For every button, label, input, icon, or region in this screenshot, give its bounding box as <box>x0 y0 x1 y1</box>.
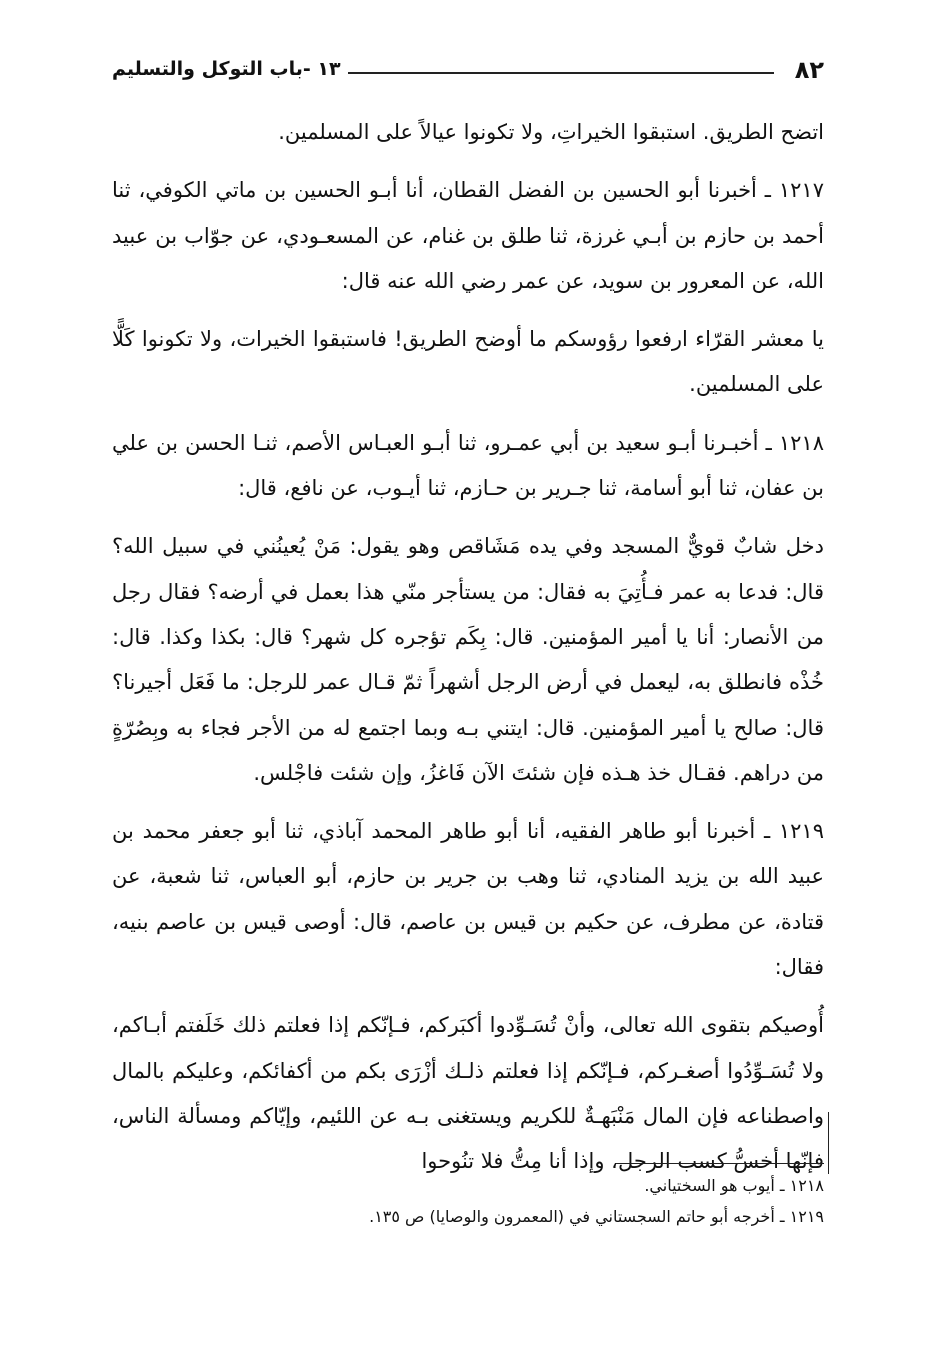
footnotes <box>112 1170 824 1232</box>
paragraph-hadith-1218-chain: ١٢١٨ ـ أخبـرنا أبـو سعيد بن أبي عمـرو، ثنا أبـو العبـاس الأصم، ثنـا الحسن بن علي بن عفان، ثنا أبو أسامة، ثنا جـرير بن حـازم، ثنا أيـوب، عن نافع، قال: <box>112 430 824 501</box>
paragraph-hadith-1219-chain: ١٢١٩ ـ أخبرنا أبو طاهر الفقيه، أنا أبو طاهر المحمد آباذي، ثنا أبو جعفر محمد بن عبيد الله بن يزيد المنادي، ثنا وهب بن جرير بن حازم، أبو العباس، ثنا شعبة، عن قتادة، عن مطرف، عن حكيم بن قيس بن عاصم، قال: أوصى قيس بن عاصم بنيه، فقال: <box>112 819 824 980</box>
paragraph-hadith-1219-text: أُوصيكم بتقوى الله تعالى، وأنْ تُسَـوِّدوا أكبَركم، فـإنّكم إذا فعلتم ذلك خَلَفتم أبـاكم، ولا تُسَـوِّدُوا أصغـركم، فـإنّكم إذا فعلتم ذلـك أزْرَى بكم من أكفائكم، وعليكم بالمال واصطناعه فإن المال مَنْبَهـةٌ للكريم ويستغنى بـه عن اللئيم، وإيّاكم ومسألة الناس، فإنّها أخسُّ كسب الرجل، وإذا أنا مِتُّ فلا تنُوحوا <box>112 1013 824 1174</box>
footnote-1219: ١٢١٩ ـ أخرجه أبو حاتم السجستاني في (المعمرون والوصايا) ص ١٣٥. <box>369 1207 824 1226</box>
paragraph-hadith-1217-chain: ١٢١٧ ـ أخبرنا أبو الحسين بن الفضل القطان، أنا أبـو الحسين بن ماتي الكوفي، ثنا أحمد بن حازم بن أبـي غرزة، ثنا طلق بن غنام، عن المسعـودي، عن جوّاب بن عبيد الله، عن المعرور بن سويد، عن عمر رضي الله عنه قال: <box>112 178 824 293</box>
margin-rule <box>828 1112 829 1174</box>
footnote-separator <box>616 1163 824 1164</box>
paragraph-hadith-1218-text: دخل شابٌ قويٌّ المسجد وفي يده مَشَاقص وهو يقول: مَنْ يُعينُني في سبيل الله؟ قال: فدعا به عمر فـأُتِيَ به فقال: من يستأجر منّي هذا بعمل في أرضه؟ فقال رجل من الأنصار: أنا يا أمير المؤمنين. قال: بِكَم تؤجره كل شهر؟ قال: بكذا وكذا. قال: خُذْه فانطلق به، ليعمل في أرض الرجل أشهراً ثمّ قـال عمر للرجل: ما فَعَل أجيرنا؟ قال: صالح يا أمير المؤمنين. قال: ايتني بـه وبما اجتمع له من الأجر فجاء به وبِصُرّةٍ من دراهم. فقـال خذ هـذه فإن شئتَ الآن فَاغزُ، وإن شئت فاجْلس. <box>112 534 824 785</box>
header-rule <box>348 72 774 74</box>
page-number: ٨٢ <box>794 56 824 84</box>
footnote-1218: ١٢١٨ ـ أيوب هو السختياني. <box>644 1176 824 1195</box>
paragraph-hadith-1217-text: يا معشر القرّاء ارفعوا رؤوسكم ما أوضح الطريق! فاستبقوا الخيرات، ولا تكونوا كَلًّا على المسلمين. <box>112 327 824 397</box>
page-header <box>112 52 824 92</box>
paragraph-continuation: اتضح الطريق. استبقوا الخيراتِ، ولا تكونوا عيالاً على المسلمين. <box>278 120 824 144</box>
main-text <box>112 110 824 1198</box>
chapter-title: ١٣ -باب التوكل والتسليم <box>112 58 341 80</box>
